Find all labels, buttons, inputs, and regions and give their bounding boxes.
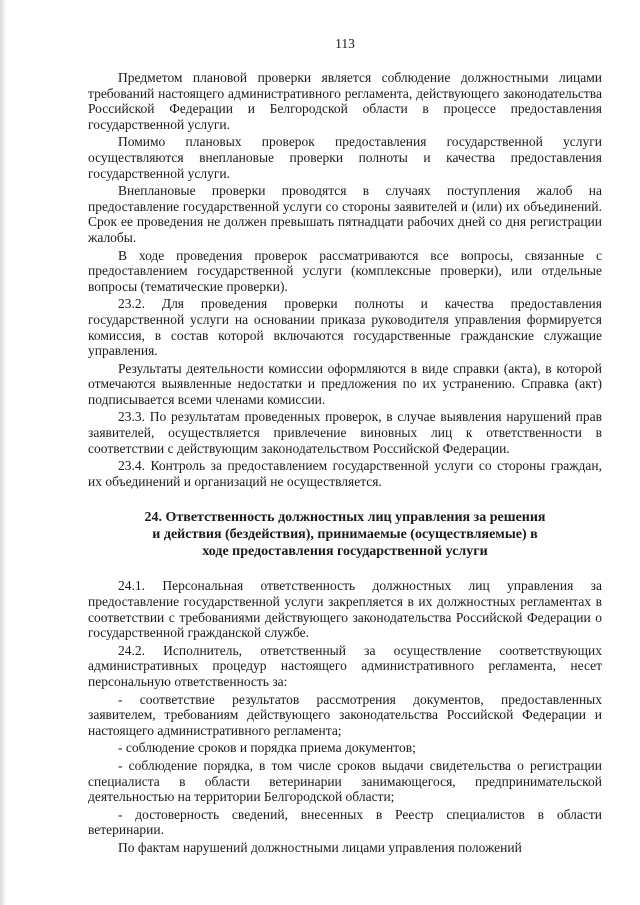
scan-margin-shadow [0,0,6,905]
section-heading-line: 24. Ответственность должностных лиц управления за решения [144,510,546,526]
paragraph: 24.1. Персональная ответственность должностных лиц управления за предоставление государственной услуги закрепляется в их должностных регламентах в соответствии с требованиями действующего законодательства Российской Федерации о государственной гражданской службе. [88,578,602,641]
section-heading [88,509,602,560]
list-item: - достоверность сведений, внесенных в Реестр специалистов в области ветеринарии. [88,806,602,838]
paragraph: В ходе проведения проверок рассматриваются все вопросы, связанные с предоставлением государственной услуги (комплексные проверки), или отдельные вопросы (тематические проверки). [88,247,602,294]
paragraph: Предметом плановой проверки является соблюдение должностными лицами требований настоящего административного регламента, действующего законодательства Российской Федерации и Белгородской области в процессе предоставления государственной услуги. [88,70,602,132]
paragraph: Результаты деятельности комиссии оформляются в виде справки (акта), в которой отмечаются выявленные недостатки и предложения по их устранению. Справка (акт) подписывается всеми членами комиссии. [88,360,602,407]
paragraph: Помимо плановых проверок предоставления государственной услуги осуществляются внеплановые проверки полноты и качества предоставления государственной услуги. [88,134,602,181]
section-heading-line: ходе предоставления государственной услуги [202,544,488,560]
list-item: - соответствие результатов рассмотрения документов, предоставленных заявителем, требованиям действующего законодательства Российской Федерации и настоящего административного регламента; [88,691,602,738]
list-item: - соблюдение сроков и порядка приема документов; [118,740,416,756]
paragraph: 24.2. Исполнитель, ответственный за осуществление соответствующих административных процедур настоящего административного регламента, несет персональную ответственность за: [88,642,602,689]
page-number: 113 [335,36,355,51]
section-heading-line: и действия (бездействия), принимаемые (осуществляемые) в [152,527,538,543]
list-item: - соблюдение порядка, в том числе сроков выдачи свидетельства о регистрации специалиста в области ветеринарии занимающегося, предпринимательской деятельностью на территории Белгородской области; [88,757,602,805]
paragraph: По фактам нарушений должностными лицами управления положений [118,839,522,855]
paragraph: 23.4. Контроль за предоставлением государственной услуги со стороны граждан, их объединений и организаций не осуществляется. [88,458,602,489]
paragraph: 23.2. Для проведения проверки полноты и качества предоставления государственной услуги на основании приказа руководителя управления формируется комиссия, в состав которой включаются государственные гражданские служащие управления. [88,296,602,359]
paragraph: 23.3. По результатам проведенных проверок, в случае выявления нарушений прав заявителей, осуществляется привлечение виновных лиц к ответственности в соответствии с действующим законодательством Российской Федерации. [88,409,602,456]
paragraph: Внеплановые проверки проводятся в случаях поступления жалоб на предоставление государственной услуги со стороны заявителей и (или) их объединений. Срок ее проведения не должен превышать пятнадцати рабочих дней со дня регистрации жалобы. [88,183,602,245]
